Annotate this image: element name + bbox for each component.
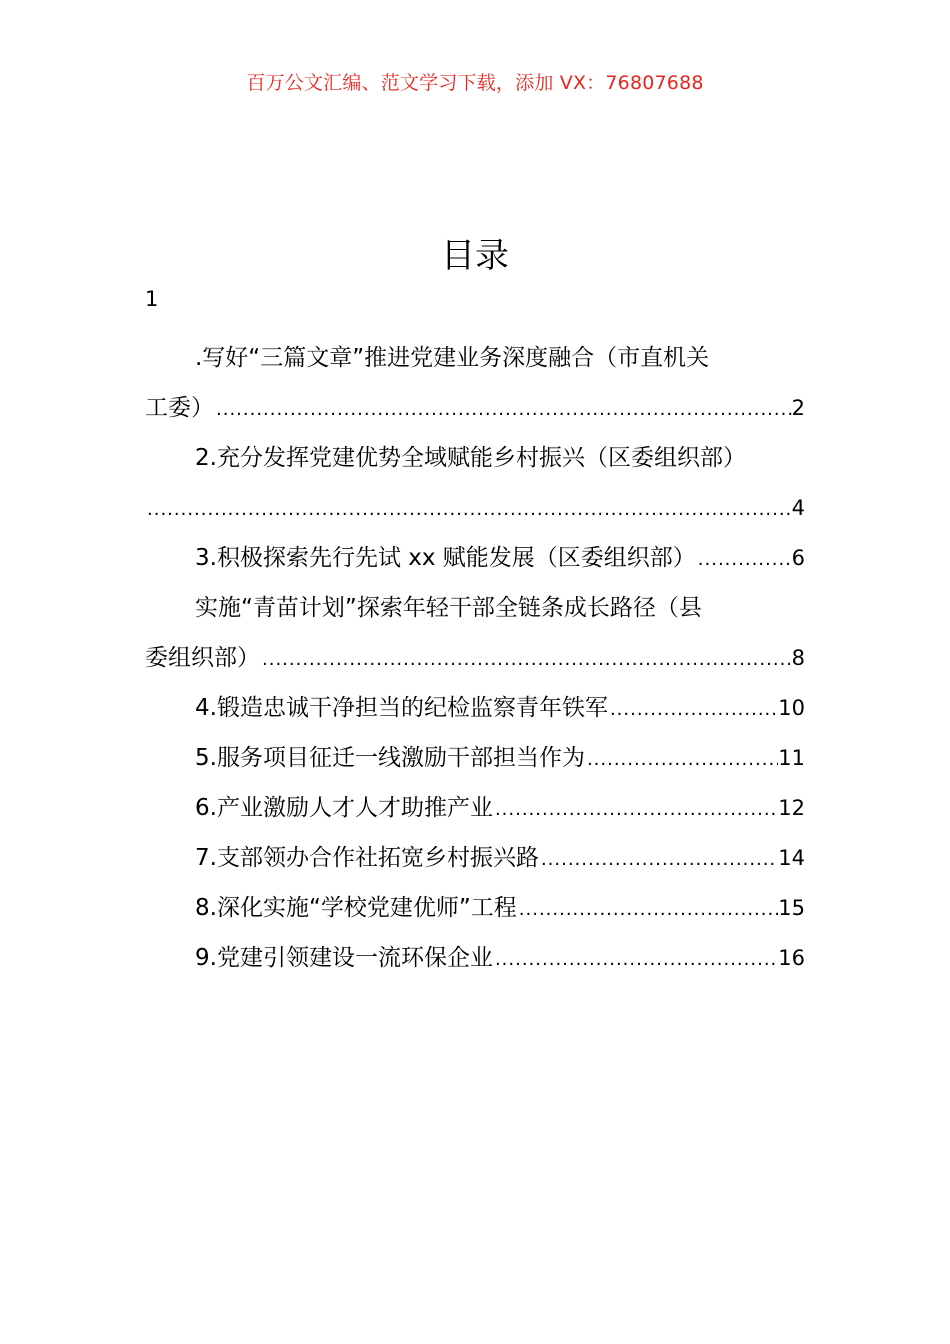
toc-entry[interactable] bbox=[145, 883, 805, 933]
table-of-contents bbox=[145, 333, 805, 983]
toc-entry[interactable] bbox=[145, 933, 805, 983]
page-title: 目录 bbox=[441, 236, 509, 276]
toc-page-number: 2 bbox=[791, 396, 805, 420]
toc-entry[interactable] bbox=[145, 533, 805, 583]
toc-page-number: 10 bbox=[778, 696, 805, 720]
leader-dots bbox=[539, 835, 778, 885]
toc-entry[interactable] bbox=[145, 583, 805, 683]
toc-page-number: 12 bbox=[778, 796, 805, 820]
leader-dots bbox=[696, 535, 792, 585]
lead-number: 1 bbox=[145, 287, 159, 311]
leader-dots bbox=[493, 935, 778, 985]
toc-entry-text: 5.服务项目征迁一线激励干部担当作为 bbox=[195, 745, 585, 771]
toc-entry-text: 8.深化实施“学校党建优师”工程 bbox=[195, 895, 517, 921]
leader-dots bbox=[260, 635, 792, 685]
toc-entry[interactable] bbox=[145, 683, 805, 733]
toc-entry-text: 7.支部领办合作社拓宽乡村振兴路 bbox=[195, 845, 539, 871]
toc-page-number: 14 bbox=[778, 846, 805, 870]
toc-entry-text: 3.积极探索先行先试 xx 赋能发展（区委组织部） bbox=[195, 545, 696, 571]
toc-page-number: 11 bbox=[778, 746, 805, 770]
toc-entry[interactable] bbox=[145, 433, 805, 533]
toc-entry-text: .写好“三篇文章”推进党建业务深度融合（市直机关 bbox=[195, 345, 710, 371]
toc-page-number: 4 bbox=[791, 496, 805, 520]
leader-dots bbox=[517, 885, 778, 935]
toc-page-number: 15 bbox=[778, 896, 805, 920]
toc-page-number: 8 bbox=[791, 646, 805, 670]
toc-entry-text: 实施“青苗计划”探索年轻干部全链条成长路径（县 bbox=[195, 595, 702, 621]
toc-entry[interactable] bbox=[145, 833, 805, 883]
leader-dots bbox=[585, 735, 778, 785]
toc-page-number: 6 bbox=[791, 546, 805, 570]
toc-entry-text: 4.锻造忠诚干净担当的纪检监察青年铁军 bbox=[195, 695, 608, 721]
toc-entry-text: 2.充分发挥党建优势全域赋能乡村振兴（区委组织部） bbox=[195, 445, 746, 471]
header-note: 百万公文汇编、范文学习下载，添加 VX：76807688 bbox=[246, 72, 704, 94]
toc-page-number: 16 bbox=[778, 946, 805, 970]
toc-entry-text-cont: 工委） bbox=[145, 395, 214, 421]
leader-dots bbox=[145, 485, 792, 535]
toc-entry[interactable] bbox=[145, 333, 805, 433]
leader-dots bbox=[214, 385, 792, 435]
toc-entry-text: 6.产业激励人才人才助推产业 bbox=[195, 795, 493, 821]
toc-entry[interactable] bbox=[145, 733, 805, 783]
leader-dots bbox=[493, 785, 778, 835]
toc-entry-text-cont: 委组织部） bbox=[145, 645, 260, 671]
toc-entry[interactable] bbox=[145, 783, 805, 833]
toc-entry-text: 9.党建引领建设一流环保企业 bbox=[195, 945, 493, 971]
leader-dots bbox=[608, 685, 778, 735]
